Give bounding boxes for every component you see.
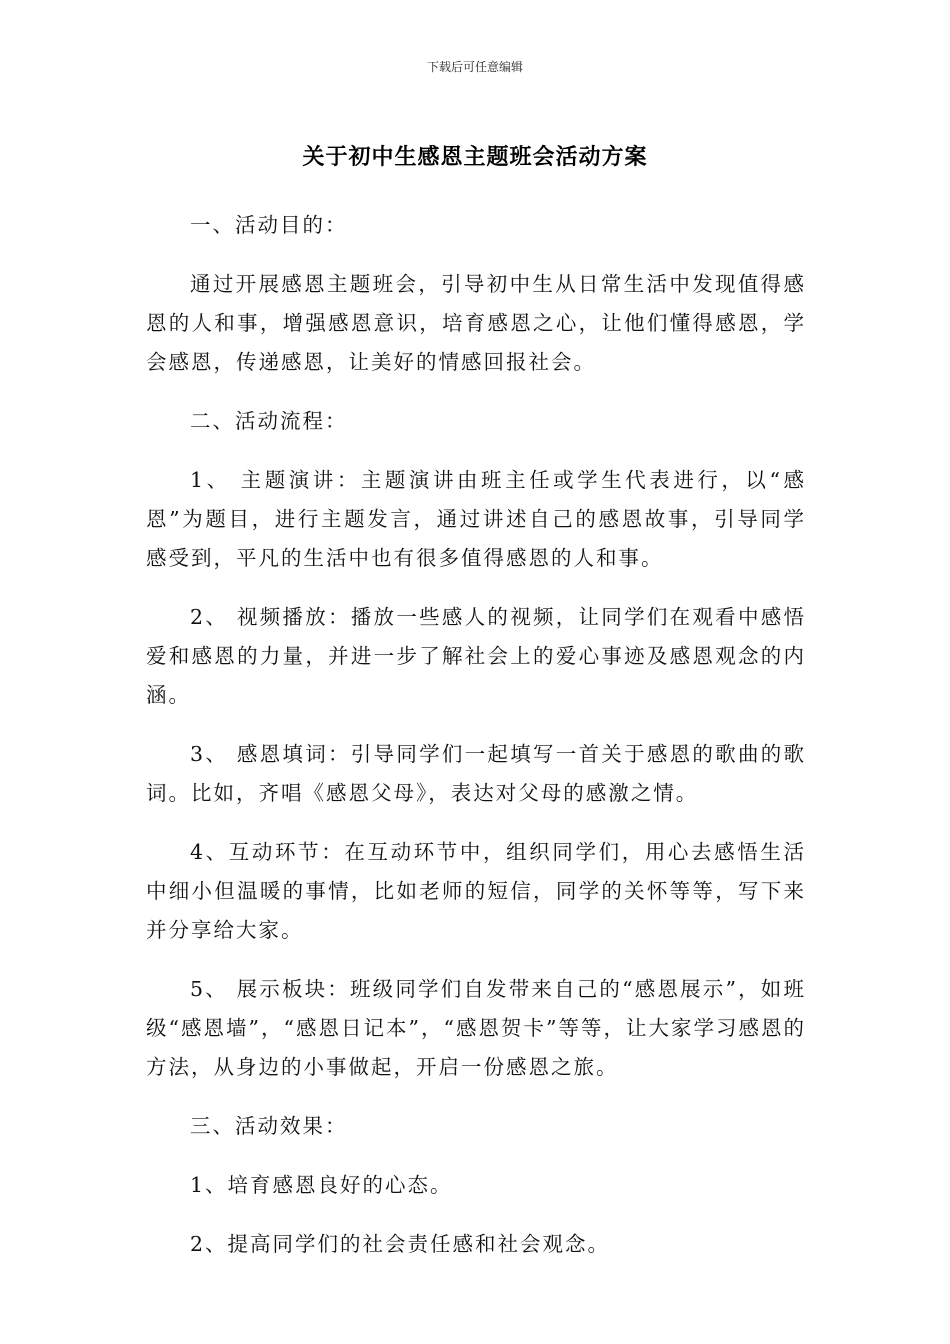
document-title: 关于初中生感恩主题班会活动方案 (302, 145, 648, 170)
paragraph-purpose: 通过开展感恩主题班会，引导初中生从日常生活中发现值得感恩的人和事，增强感恩意识，培育感恩之心，让他们懂得感恩，学会感恩，传递感恩，让美好的情感回报社会。 (146, 272, 806, 374)
section-heading-process: 二、活动流程： (190, 409, 348, 433)
process-item-5: 5、 展示板块：班级同学们自发带来自己的“感恩展示”，如班级“感恩墙”，“感恩日记本”，“感恩贺卡”等等，让大家学习感恩的方法，从身边的小事做起，开启一份感恩之旅。 (146, 977, 806, 1079)
effect-item-2: 2、提高同学们的社会责任感和社会观念。 (190, 1232, 611, 1256)
process-item-2: 2、 视频播放：播放一些感人的视频，让同学们在观看中感悟爱和感恩的力量，并进一步了解社会上的爱心事迹及感恩观念的内涵。 (146, 605, 806, 707)
process-item-1: 1、 主题演讲：主题演讲由班主任或学生代表进行，以“感恩”为题目，进行主题发言，通过讲述自己的感恩故事，引导同学感受到，平凡的生活中也有很多值得感恩的人和事。 (146, 468, 806, 570)
section-heading-purpose: 一、活动目的： (190, 213, 348, 237)
process-item-3: 3、 感恩填词：引导同学们一起填写一首关于感恩的歌曲的歌词。比如，齐唱《感恩父母》，表达对父母的感激之情。 (146, 742, 806, 805)
effect-item-1: 1、培育感恩良好的心态。 (190, 1173, 453, 1197)
section-heading-effects: 三、活动效果： (190, 1114, 348, 1138)
header-note: 下载后可任意编辑 (426, 60, 523, 74)
process-item-4: 4、互动环节：在互动环节中，组织同学们，用心去感悟生活中细小但温暖的事情，比如老师的短信，同学的关怀等等，写下来并分享给大家。 (146, 840, 806, 942)
document-body (146, 206, 806, 1284)
